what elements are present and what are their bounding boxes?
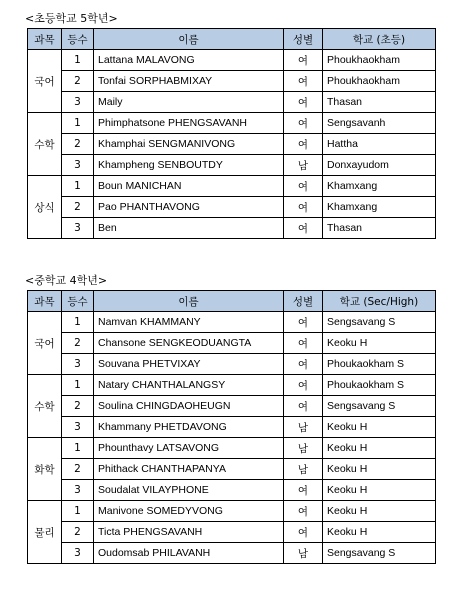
header-subject: 과목 [28,29,62,50]
school-cell: Keoku H [323,459,436,480]
table-row [28,50,436,71]
gender-cell: 남 [284,543,323,564]
rank-cell: 1 [62,312,94,333]
elementary-section [27,12,436,239]
table-row [28,480,436,501]
table-row [28,92,436,113]
name-cell: Phimphatsone PHENGSAVANH [94,113,284,134]
table-row [28,438,436,459]
school-cell: Phoukaokham S [323,354,436,375]
gender-cell: 여 [284,480,323,501]
table-row [28,501,436,522]
name-cell: Tonfai SORPHABMIXAY [94,71,284,92]
school-cell: Sengsavang S [323,543,436,564]
school-cell: Phoukhaokham [323,71,436,92]
elementary-title: <초등학교 5학년> [25,12,118,25]
rank-cell: 2 [62,197,94,218]
table-row [28,134,436,155]
gender-cell: 남 [284,438,323,459]
elementary-header-row [28,29,436,50]
gender-cell: 여 [284,333,323,354]
elementary-table [27,28,436,239]
name-cell: Chansone SENGKEODUANGTA [94,333,284,354]
name-cell: Phithack CHANTHAPANYA [94,459,284,480]
name-cell: Maily [94,92,284,113]
name-cell: Oudomsab PHILAVANH [94,543,284,564]
subject-cell: 화학 [28,438,62,501]
name-cell: Soulina CHINGDAOHEUGN [94,396,284,417]
name-cell: Soudalat VILAYPHONE [94,480,284,501]
middle-table-body [28,312,436,564]
rank-cell: 3 [62,92,94,113]
gender-cell: 남 [284,417,323,438]
name-cell: Souvana PHETVIXAY [94,354,284,375]
gender-cell: 여 [284,354,323,375]
school-cell: Thasan [323,218,436,239]
table-row [28,333,436,354]
table-row [28,543,436,564]
gender-cell: 여 [284,92,323,113]
rank-cell: 3 [62,155,94,176]
gender-cell: 여 [284,176,323,197]
gender-cell: 여 [284,50,323,71]
rank-cell: 3 [62,354,94,375]
rank-cell: 2 [62,522,94,543]
rank-cell: 2 [62,333,94,354]
table-row [28,396,436,417]
gender-cell: 여 [284,134,323,155]
name-cell: Pao PHANTHAVONG [94,197,284,218]
rank-cell: 3 [62,480,94,501]
header-subject: 과목 [28,291,62,312]
table-row [28,522,436,543]
table-row [28,417,436,438]
gender-cell: 여 [284,522,323,543]
rank-cell: 1 [62,375,94,396]
header-name: 이름 [94,291,284,312]
school-cell: Keoku H [323,501,436,522]
name-cell: Natary CHANTHALANGSY [94,375,284,396]
gender-cell: 여 [284,218,323,239]
school-cell: Keoku H [323,522,436,543]
middle-header-row [28,291,436,312]
school-cell: Donxayudom [323,155,436,176]
table-row [28,176,436,197]
name-cell: Khamphai SENGMANIVONG [94,134,284,155]
elementary-table-body [28,50,436,239]
gender-cell: 여 [284,375,323,396]
table-row [28,113,436,134]
header-school: 학교 (Sec/High) [323,291,436,312]
gender-cell: 남 [284,155,323,176]
gender-cell: 여 [284,501,323,522]
gender-cell: 남 [284,459,323,480]
name-cell: Manivone SOMEDYVONG [94,501,284,522]
subject-cell: 상식 [28,176,62,239]
rank-cell: 3 [62,543,94,564]
name-cell: Lattana MALAVONG [94,50,284,71]
school-cell: Sengsavang S [323,396,436,417]
table-row [28,354,436,375]
subject-cell: 국어 [28,312,62,375]
name-cell: Khampheng SENBOUTDY [94,155,284,176]
table-row [28,312,436,333]
table-row [28,218,436,239]
name-cell: Ben [94,218,284,239]
school-cell: Khamxang [323,197,436,218]
school-cell: Keoku H [323,480,436,501]
school-cell: Sengsavanh [323,113,436,134]
header-name: 이름 [94,29,284,50]
rank-cell: 1 [62,113,94,134]
school-cell: Keoku H [323,438,436,459]
subject-cell: 국어 [28,50,62,113]
name-cell: Ticta PHENGSAVANH [94,522,284,543]
header-rank: 등수 [62,29,94,50]
table-row [28,459,436,480]
rank-cell: 2 [62,71,94,92]
gender-cell: 여 [284,71,323,92]
school-cell: Keoku H [323,417,436,438]
header-school: 학교 (초등) [323,29,436,50]
gender-cell: 여 [284,312,323,333]
school-cell: Thasan [323,92,436,113]
gender-cell: 여 [284,113,323,134]
school-cell: Keoku H [323,333,436,354]
subject-cell: 수학 [28,113,62,176]
header-gender: 성별 [284,29,323,50]
table-row [28,155,436,176]
middle-section [27,274,436,564]
school-cell: Hattha [323,134,436,155]
subject-cell: 물리 [28,501,62,564]
rank-cell: 1 [62,50,94,71]
table-row [28,197,436,218]
gender-cell: 여 [284,396,323,417]
school-cell: Phoukhaokham [323,50,436,71]
gender-cell: 여 [284,197,323,218]
table-row [28,71,436,92]
rank-cell: 2 [62,459,94,480]
name-cell: Boun MANICHAN [94,176,284,197]
rank-cell: 3 [62,218,94,239]
rank-cell: 3 [62,417,94,438]
name-cell: Phounthavy LATSAVONG [94,438,284,459]
table-row [28,375,436,396]
rank-cell: 2 [62,134,94,155]
middle-table [27,290,436,564]
school-cell: Khamxang [323,176,436,197]
school-cell: Phoukaokham S [323,375,436,396]
school-cell: Sengsavang S [323,312,436,333]
name-cell: Khammany PHETDAVONG [94,417,284,438]
rank-cell: 1 [62,501,94,522]
rank-cell: 2 [62,396,94,417]
middle-title: <중학교 4학년> [25,274,108,287]
name-cell: Namvan KHAMMANY [94,312,284,333]
header-gender: 성별 [284,291,323,312]
rank-cell: 1 [62,176,94,197]
subject-cell: 수학 [28,375,62,438]
rank-cell: 1 [62,438,94,459]
header-rank: 등수 [62,291,94,312]
